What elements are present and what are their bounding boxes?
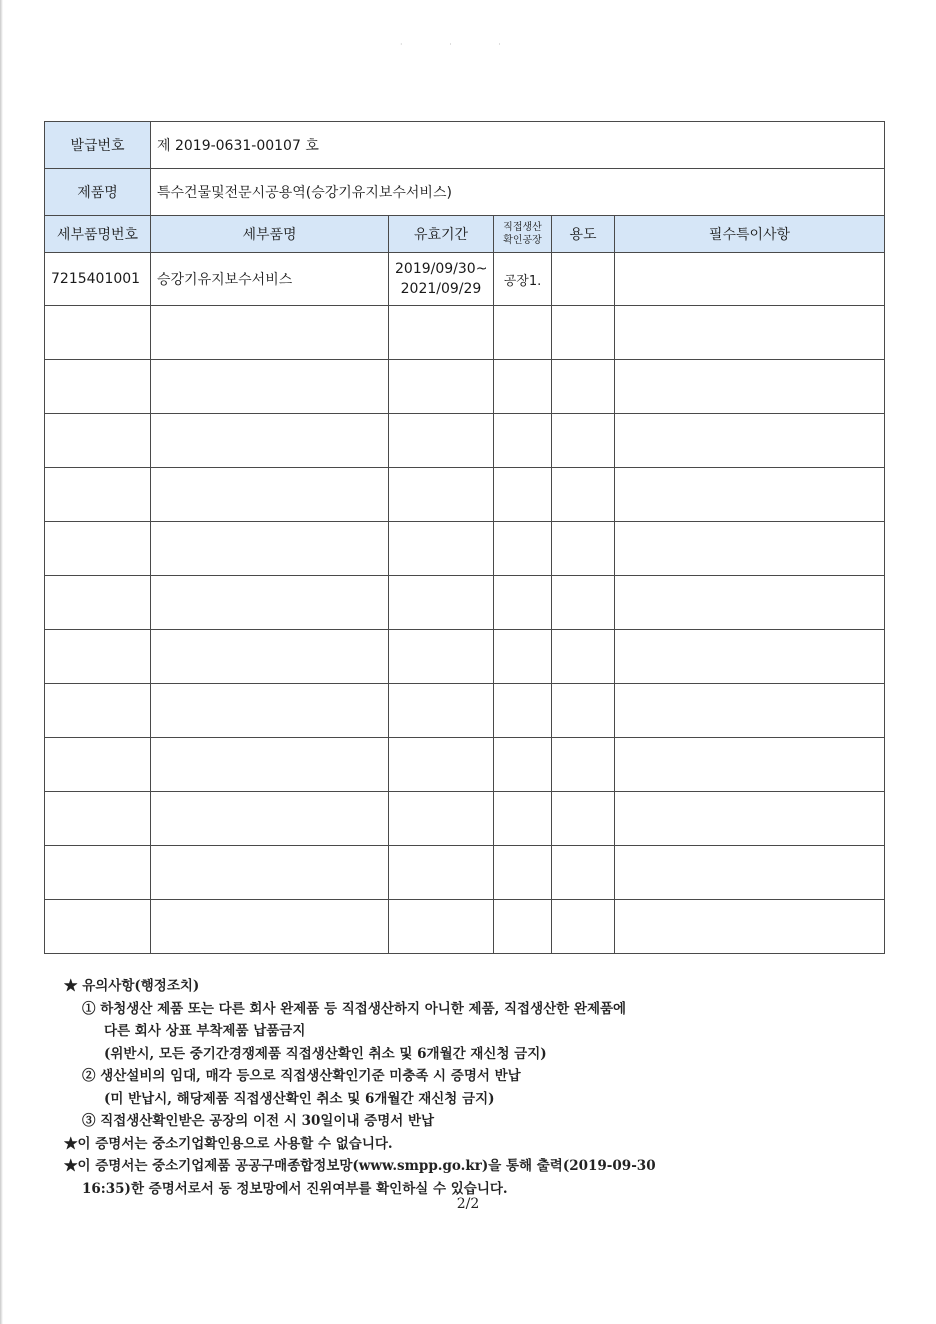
- issue-number-row: [45, 122, 885, 169]
- empty-row: [45, 630, 885, 684]
- empty-row: [45, 414, 885, 468]
- header-name: 세부품명: [151, 216, 389, 253]
- row-code: 7215401001: [45, 253, 151, 306]
- empty-row: [45, 792, 885, 846]
- row-name: 승강기유지보수서비스: [151, 253, 389, 306]
- notice-item-2-line-1: ② 생산설비의 임대, 매각 등으로 직접생산확인기준 미충족 시 증명서 반납: [82, 1068, 521, 1084]
- empty-row: [45, 576, 885, 630]
- page-edge: [0, 0, 3, 1324]
- issue-number-value: 제 2019-0631-00107 호: [151, 122, 885, 169]
- empty-row: [45, 522, 885, 576]
- header-factory-line1: 직접생산: [503, 222, 542, 233]
- empty-row: [45, 738, 885, 792]
- row-period-start: 2019/09/30~: [395, 261, 488, 277]
- header-factory: [494, 216, 552, 253]
- notices-section: [64, 975, 884, 1200]
- notice-star-2: ★이 증명서는 중소기업확인용으로 사용할 수 없습니다.: [64, 1135, 393, 1152]
- row-notes: [615, 253, 885, 306]
- product-name-row: [45, 169, 885, 216]
- header-period: 유효기간: [389, 216, 494, 253]
- empty-row: [45, 468, 885, 522]
- certificate-table: [44, 121, 885, 954]
- header-notes: 필수특이사항: [615, 216, 885, 253]
- row-period: [389, 253, 494, 306]
- header-factory-line2: 확인공장: [503, 235, 542, 246]
- empty-row: [45, 360, 885, 414]
- issue-number-label: 발급번호: [45, 122, 151, 169]
- empty-row: [45, 306, 885, 360]
- empty-row: [45, 846, 885, 900]
- row-usage: [552, 253, 615, 306]
- notice-item-1-line-2: 다른 회사 상표 부착제품 납품금지: [104, 1023, 306, 1039]
- notice-item-1-line-3: (위반시, 모든 중기간경쟁제품 직접생산확인 취소 및 6개월간 재신청 금지): [104, 1045, 547, 1062]
- row-period-end: 2021/09/29: [400, 281, 482, 297]
- product-name-value: 특수건물및전문시공용역(승강기유지보수서비스): [151, 169, 885, 216]
- empty-row: [45, 684, 885, 738]
- page-number: 2/2: [456, 1196, 480, 1212]
- row-factory: 공장1.: [494, 253, 552, 306]
- notice-star-3-line-2: 16:35)한 증명서로서 동 정보망에서 진위여부를 확인하실 수 있습니다.: [82, 1180, 508, 1197]
- notice-item-2-line-2: (미 반납시, 해당제품 직접생산확인 취소 및 6개월간 재신청 금지): [104, 1090, 495, 1107]
- product-name-label: 제품명: [45, 169, 151, 216]
- notices-heading: ★ 유의사항(행정조치): [64, 978, 200, 994]
- empty-row: [45, 900, 885, 954]
- notice-star-3-line-1: ★이 증명서는 중소기업제품 공공구매종합정보망(www.smpp.go.kr)을 통해 출력(2019-09-30: [64, 1158, 656, 1174]
- notice-item-3-line-1: ③ 직접생산확인받은 공장의 이전 시 30일이내 증명서 반납: [82, 1113, 435, 1129]
- table-row: [45, 253, 885, 306]
- header-code: 세부품명번호: [45, 216, 151, 253]
- scan-artifact: · · ·: [400, 40, 523, 49]
- table-header-row: [45, 216, 885, 253]
- notice-item-1-line-1: ① 하청생산 제품 또는 다른 회사 완제품 등 직접생산하지 아니한 제품, 직접생산한 완제품에: [82, 1000, 627, 1017]
- header-usage: 용도: [552, 216, 615, 253]
